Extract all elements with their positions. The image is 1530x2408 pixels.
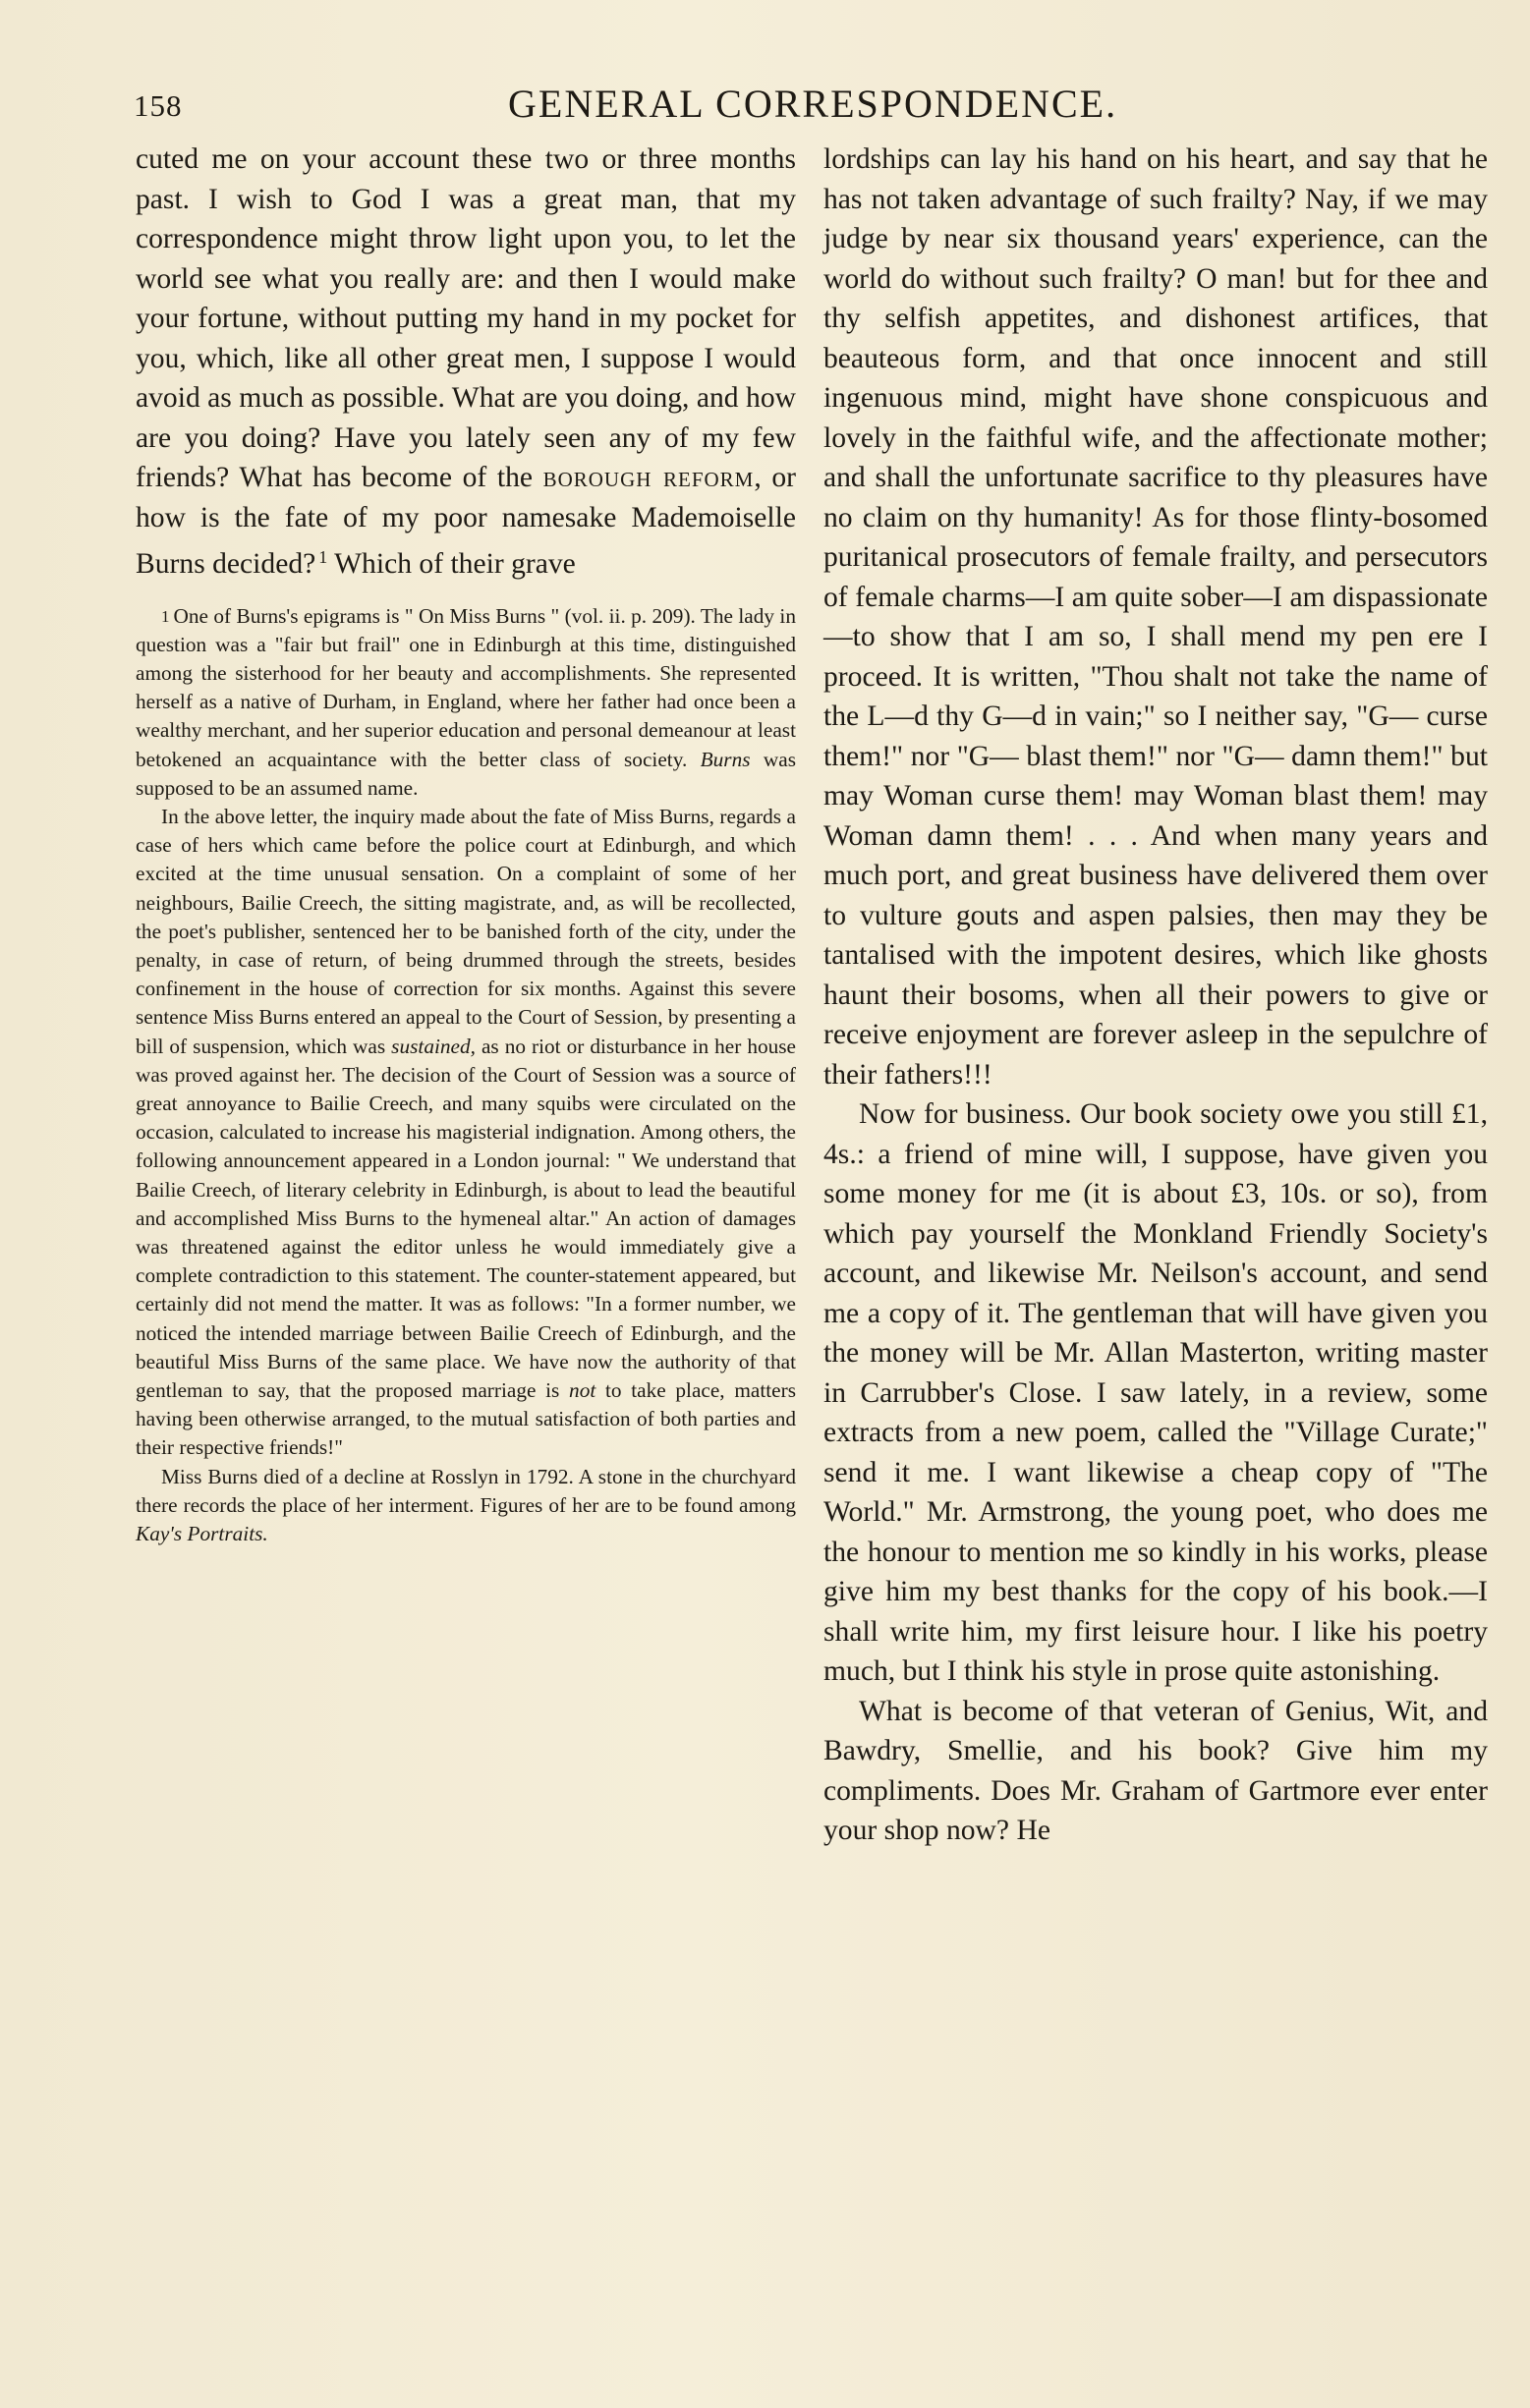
left-paragraph-cont: , or how is the fate of my poor namesake Mademoiselle Burns decided? bbox=[136, 462, 796, 580]
right-paragraph-3: What is become of that veteran of Genius, Wit, and Bawdry, Smellie, and his book? Give him my compliments. Does Mr. Graham of Gartmore ever enter your shop now? He bbox=[823, 1695, 1488, 1846]
left-column bbox=[136, 140, 796, 1548]
right-paragraph-2: Now for business. Our book society owe you still £1, 4s.: a friend of mine will, I suppose, have given you some money for me (it is about £3, 10s. or so), from which pay yourself the Monkland Friendly Society's account, and likewise Mr. Neilson's account, and send me a copy of it. The gentleman that will have given you the money will be Mr. Allan Masterton, writing master in Carrubber's Close. I saw lately, in a review, some extracts from a new poem, called the "Village Curate;" send it me. I want likewise a cheap copy of "The World." Mr. Armstrong, the young poet, who does me the honour to mention me so kindly in his works, please give him my best thanks for the copy of his book.—I shall write him, my first leisure hour. I like his poetry much, but I think his style in prose quite astonishing. bbox=[823, 1098, 1488, 1687]
left-body-text bbox=[136, 140, 796, 585]
footnote-paragraph-3 bbox=[136, 1463, 796, 1549]
footnote-2-not: not bbox=[569, 1377, 596, 1402]
right-body-text bbox=[823, 140, 1488, 1851]
footnote-2-text-a: In the above letter, the inquiry made about the fate of Miss Burns, regards a case of hers which came before the police court at Edinburgh, and which excited at the time unusual sensation. On a complaint of some of her neighbours, Bailie Creech, the sitting magistrate, and, as will be recollected, the poet's publisher, sentenced her to be banished forth of the city, under the penalty, in case of return, of being drummed through the streets, besides confinement in the house of correction for six months. Against this severe sentence Miss Burns entered an appeal to the Court of Session, by presenting a bill of suspension, which was bbox=[136, 804, 796, 1058]
footnote-3-italic: Kay's Portraits. bbox=[136, 1522, 268, 1545]
page-number: 158 bbox=[134, 88, 183, 123]
footnote-paragraph-2 bbox=[136, 803, 796, 1463]
borough-reform-smallcaps: borough reform bbox=[542, 462, 755, 493]
right-paragraph-1: lordships can lay his hand on his heart, and say that he has not taken advantage of such frailty? Nay, if we may judge by near six thousand years' experience, can the world do without such frailty? O man! but for thee and thy selfish appetites, and dishonest artifices, that beauteous form, and that once innocent and still ingenuous mind, might have shone conspicuous and lovely in the faithful wife, and the affectionate mother; and shall the unfortunate sacrifice to thy pleasures have no claim on thy humanity! As for those flinty-bosomed puritanical prosecutors of female frailty, and persecutors of female charms—I am quite sober—I am dispassionate—to show that I am so, I shall mend my pen ere I proceed. It is written, "Thou shalt not take the name of the L—d thy G—d in vain;" so I neither say, "G— curse them!" nor "G— blast them!" nor "G— damn them!" but may Woman curse them! may Woman blast them! may Woman damn them! . . . And when many years and much port, and great business have delivered them over to vulture gouts and aspen palsies, then may they be tantalised with the impotent desires, which like ghosts haunt their bosoms, when all their powers to give or receive enjoyment are forever asleep in the sepulchre of their fathers!!! bbox=[823, 143, 1488, 1091]
footnote-2-text-c: to take place, matters having been otherwise arranged, to the mutual satisfaction of both parties and their respective friends!" bbox=[136, 1377, 796, 1460]
left-paragraph bbox=[136, 140, 796, 585]
footnote-mark: 1 bbox=[161, 606, 170, 626]
right-column bbox=[823, 140, 1488, 1851]
footnote-2-text-b: as no riot or disturbance in her house was proved against her. The decision of the Court of Session was a source of great annoyance to Bailie Creech, and many squibs were circulated on the occasion, calculated to increase his magisterial indignation. Among others, the following announcement appeared in a London journal: " We understand that Bailie Creech, of literary celebrity in Edinburgh, is about to lead the beautiful and accomplished Miss Burns to the hymeneal altar." An action of damages was threatened against the editor unless he would immediately give a complete contradiction to this statement. The counter-statement appeared, but certainly did not mend the matter. It was as follows: "In a former number, we noticed the intended marriage between Bailie Creech of Edinburgh, and the beautiful Miss Burns of the same place. We have now the authority of that gentleman to say, that the proposed marriage is bbox=[136, 1034, 796, 1402]
footnote-1-end: was supposed to be an assumed name. bbox=[136, 747, 796, 800]
footnote-3-text: Miss Burns died of a decline at Rosslyn in 1792. A stone in the churchyard there records the place of her interment. Figures of her are to be found among bbox=[136, 1464, 796, 1517]
footnotes bbox=[136, 602, 796, 1549]
page-header bbox=[130, 81, 1496, 130]
footnote-1-text: One of Burns's epigrams is " On Miss Burns " (vol. ii. p. 209). The lady in question was a "fair but frail" one in Edinburgh at this time, distinguished among the sisterhood for her beauty and accomplishments. She represented herself as a native of Durham, in England, where her father had once been a wealthy merchant, and her superior education and personal demeanour at least betokened an acquaintance with the better class of society. bbox=[136, 603, 796, 771]
left-paragraph-text: cuted me on your account these two or three months past. I wish to God I was a great man, that my correspondence might throw light upon you, to let the world see what you really are: and then I would make your fortune, without putting my hand in my pocket for you, which, like all other great men, I suppose I would avoid as much as possible. What are you doing, and how are you doing? Have you lately seen any of my few friends? What has become of the bbox=[136, 143, 796, 493]
footnote-2-italic: sustained, bbox=[391, 1034, 476, 1058]
footnote-reference: 1 bbox=[318, 547, 328, 567]
running-head: GENERAL CORRESPONDENCE. bbox=[508, 82, 1118, 126]
footnote-1-italic: Burns bbox=[700, 747, 751, 771]
left-paragraph-end: Which of their grave bbox=[327, 548, 576, 580]
footnote-1 bbox=[136, 602, 796, 803]
